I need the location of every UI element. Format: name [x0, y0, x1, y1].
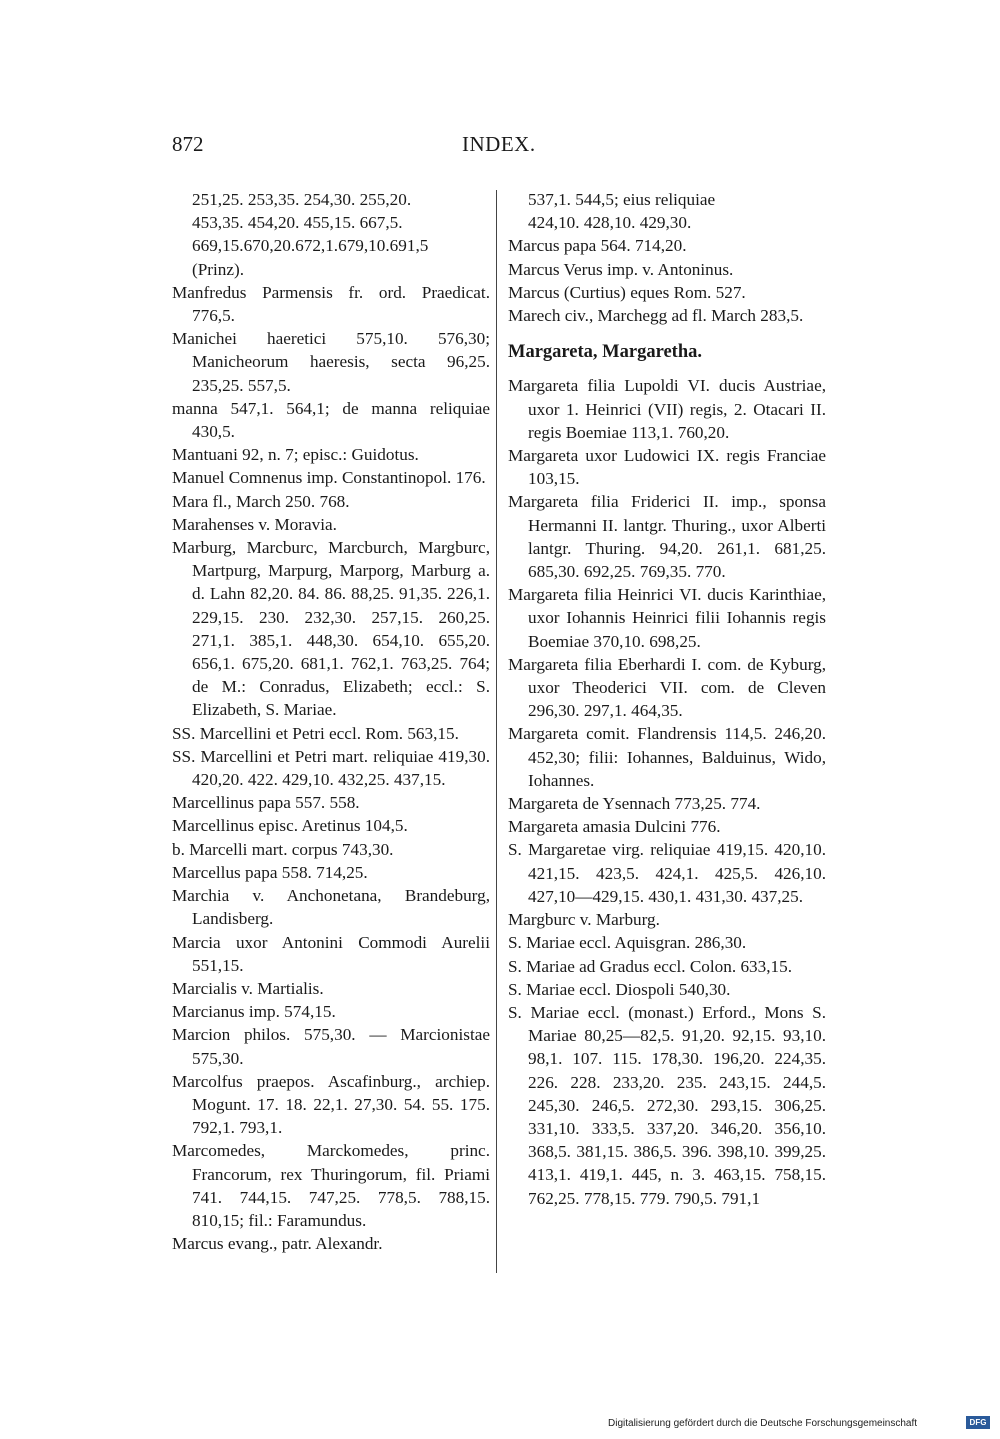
index-entry: S. Mariae eccl. (monast.) Erford., Mons S. Mariae 80,25—82,5. 91,20. 92,15. 93,10. 98,1. 107. 115. 178,30. 196,20. 224,35. 226. 228. 233,20. 235. 243,15. 244,5. 245,30. 246,5. 272,30. 293,15. 306,25. 331,10. 333,5. 337,20. 346,20. 356,10. 368,5. 381,15. 386,5. 396. 398,10. 399,25. 413,1. 419,1. 445, n. 3. 463,15. 758,15. 762,25. 778,15. 779. 790,5. 791,1: [508, 1002, 826, 1208]
section-heading: Margareta, Margaretha.: [508, 342, 703, 363]
index-entry: Marcianus imp. 574,15.: [172, 1002, 336, 1022]
index-entry: Marcolfus praepos. Ascafinburg., archiep. Mogunt. 17. 18. 22,1. 27,30. 54. 55. 175. 792,1. 793,1.: [172, 1071, 490, 1138]
index-entry: Marcia uxor Antonini Commodi Aurelii 551,15.: [172, 932, 490, 975]
index-entry: Margburc v. Marburg.: [508, 910, 660, 930]
index-entry: Marcion philos. 575,30. — Marcionistae 575,30.: [172, 1025, 490, 1068]
index-entry: Margareta filia Heinrici VI. ducis Karinthiae, uxor Iohannis Heinrici filii Iohannis regis Boemiae 370,10. 698,25.: [508, 585, 826, 651]
index-entry: Marcellinus papa 557. 558.: [172, 793, 360, 813]
index-entry: S. Margaretae virg. reliquiae 419,15. 420,10. 421,15. 423,5. 424,1. 425,5. 426,10. 427,10—429,15. 430,1. 431,30. 437,25.: [508, 840, 826, 906]
index-entry: 537,1. 544,5; eius reliquiae 424,10. 428,10. 429,30.: [528, 190, 716, 233]
footer-credit: Digitalisierung gefördert durch die Deutsche Forschungsgemeinschaft: [608, 1418, 918, 1429]
running-head: INDEX.: [462, 132, 536, 156]
index-entry: SS. Marcellini et Petri mart. reliquiae 419,30. 420,20. 422. 429,10. 432,25. 437,15.: [172, 746, 490, 790]
index-entry: Marcus evang., patr. Alexandr.: [172, 1234, 383, 1254]
column-rule: [496, 190, 497, 1273]
index-entry: Marech civ., Marchegg ad fl. March 283,5.: [508, 306, 804, 326]
index-entry: Marcialis v. Martialis.: [172, 978, 324, 998]
index-entry: Mantuani 92, n. 7; episc.: Guidotus.: [172, 445, 419, 465]
index-entry: Margareta amasia Dulcini 776.: [508, 817, 721, 837]
index-entry: Marchia v. Anchonetana, Brandeburg, Landisberg.: [172, 886, 490, 929]
index-entry: Marcomedes, Marckomedes, princ. Francorum, rex Thuringorum, fil. Priami 741. 744,15. 747,25. 778,5. 788,15. 810,15; fil.: Faramundus.: [172, 1141, 490, 1230]
index-entry: Margareta de Ysennach 773,25. 774.: [508, 794, 761, 814]
index-entry: S. Mariae eccl. Diospoli 540,30.: [508, 979, 731, 999]
index-entry: Margareta filia Friderici II. imp., sponsa Hermanni II. lantgr. Thuring., uxor Alberti lantgr. Thuring. 94,20. 261,1. 681,25. 685,30. 692,25. 769,35. 770.: [508, 492, 826, 582]
index-entry: Marahenses v. Moravia.: [172, 514, 337, 534]
index-entry: b. Marcelli mart. corpus 743,30.: [172, 839, 394, 859]
index-entry: Marcus (Curtius) eques Rom. 527.: [508, 282, 746, 302]
index-entry: Margareta uxor Ludowici IX. regis Franciae 103,15.: [508, 446, 826, 489]
index-entry: SS. Marcellini et Petri eccl. Rom. 563,15.: [172, 723, 459, 743]
index-entry: S. Mariae eccl. Aquisgran. 286,30.: [508, 933, 747, 953]
index-entry: Marcellus papa 558. 714,25.: [172, 862, 368, 882]
index-entry: Marcellinus episc. Aretinus 104,5.: [172, 816, 408, 836]
index-entry: Marcus papa 564. 714,20.: [508, 236, 687, 256]
page-number: 872: [172, 132, 204, 156]
index-entry: Mara fl., March 250. 768.: [172, 491, 350, 511]
index-entry: 251,25. 253,35. 254,30. 255,20. 453,35. 454,20. 455,15. 667,5. 669,15.670,20.672,1.679,10.691,5 (Prinz).: [192, 190, 429, 279]
index-entry: Manfredus Parmensis fr. ord. Praedicat. 776,5.: [172, 282, 490, 326]
index-entry: Margareta comit. Flandrensis 114,5. 246,20. 452,30; filii: Iohannes, Balduinus, Wido, Iohannes.: [508, 724, 826, 790]
index-entry: S. Mariae ad Gradus eccl. Colon. 633,15.: [508, 956, 793, 976]
right-column: [508, 188, 826, 1210]
index-entry: Margareta filia Lupoldi VI. ducis Austriae, uxor 1. Heinrici (VII) regis, 2. Otacari II. regis Boemiae 113,1. 760,20.: [508, 376, 826, 442]
dfg-logo: DFG: [966, 1416, 990, 1429]
index-entry: Marcus Verus imp. v. Antoninus.: [508, 259, 734, 279]
index-entry: Marburg, Marcburc, Marcburch, Margburc, Martpurg, Marpurg, Marporg, Marburg a. d. Lahn 82,20. 84. 86. 88,25. 91,35. 226,1. 229,15. 230. 232,30. 257,15. 260,25. 271,1. 385,1. 448,30. 654,10. 655,20. 656,1. 675,20. 681,1. 762,1. 763,25. 764; de M.: Conradus, Elizabeth; eccl.: S. Elizabeth, S. Mariae.: [172, 538, 490, 720]
index-entry: Manuel Comnenus imp. Constantinopol. 176.: [172, 468, 486, 488]
left-column: [172, 188, 490, 1255]
index-entry: Manichei haeretici 575,10. 576,30; Manicheorum haeresis, secta 96,25. 235,25. 557,5.: [172, 329, 490, 395]
index-entry: manna 547,1. 564,1; de manna reliquiae 430,5.: [172, 398, 490, 442]
index-entry: Margareta filia Eberhardi I. com. de Kyburg, uxor Theoderici VII. com. de Cleven 296,30. 297,1. 464,35.: [508, 654, 826, 721]
